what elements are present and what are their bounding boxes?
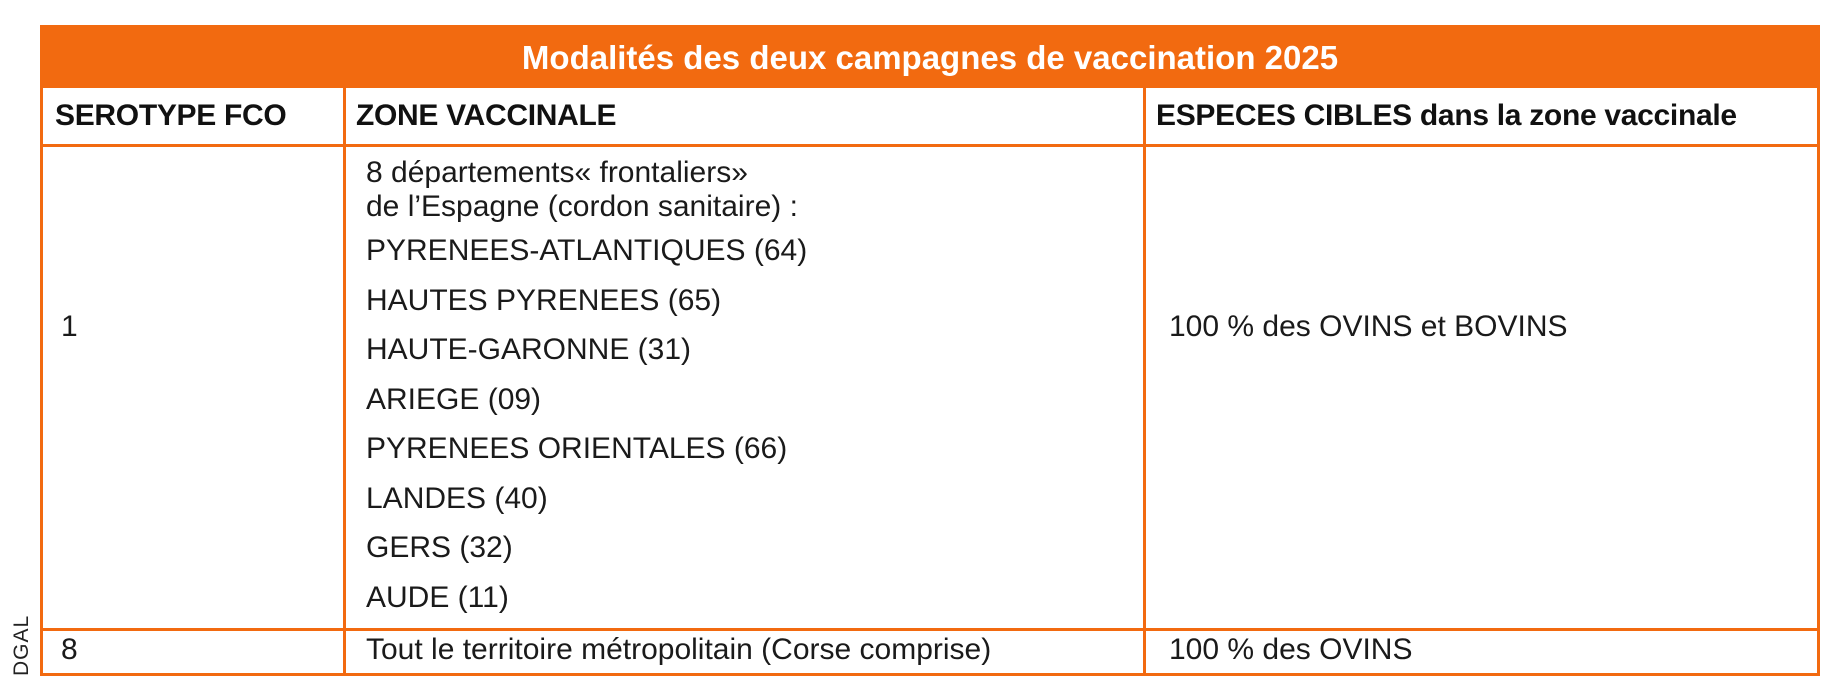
row-1-zone <box>366 156 807 622</box>
column-header-especes: ESPECES CIBLES dans la zone vaccinale <box>1156 99 1737 132</box>
row-1-especes: 100 % des OVINS et BOVINS <box>1169 310 1568 343</box>
row-1-serotype: 1 <box>61 310 78 343</box>
department-item: LANDES (40) <box>366 481 548 515</box>
column-divider <box>1143 88 1146 676</box>
department-item: HAUTES PYRENEES (65) <box>366 283 722 317</box>
zone-intro-line-1: 8 départements« frontaliers» <box>366 156 748 189</box>
column-header-serotype: SEROTYPE FCO <box>55 99 287 132</box>
row-divider <box>43 628 1817 631</box>
department-item: PYRENEES ORIENTALES (66) <box>366 432 788 465</box>
row-2-serotype: 8 <box>61 633 78 666</box>
vaccination-table <box>40 25 1820 676</box>
department-item: GERS (32) <box>366 531 513 564</box>
row-2-zone: Tout le territoire métropolitain (Corse comprise) <box>366 633 992 666</box>
table-title: Modalités des deux campagnes de vaccination 2025 <box>43 28 1817 88</box>
row-2-especes: 100 % des OVINS <box>1169 633 1413 666</box>
department-item: ARIEGE (09) <box>366 382 542 416</box>
column-divider <box>343 88 346 676</box>
department-item: AUDE (11) <box>366 580 509 614</box>
department-item: HAUTE-GARONNE (31) <box>366 333 692 366</box>
zone-intro-line-2: de l’Espagne (cordon sanitaire) : <box>366 190 798 223</box>
table-header-row <box>43 88 1817 147</box>
department-list <box>366 226 807 622</box>
source-credit: DGAL <box>10 614 33 676</box>
column-header-zone: ZONE VACCINALE <box>356 99 617 132</box>
department-item: PYRENEES-ATLANTIQUES (64) <box>366 234 808 267</box>
